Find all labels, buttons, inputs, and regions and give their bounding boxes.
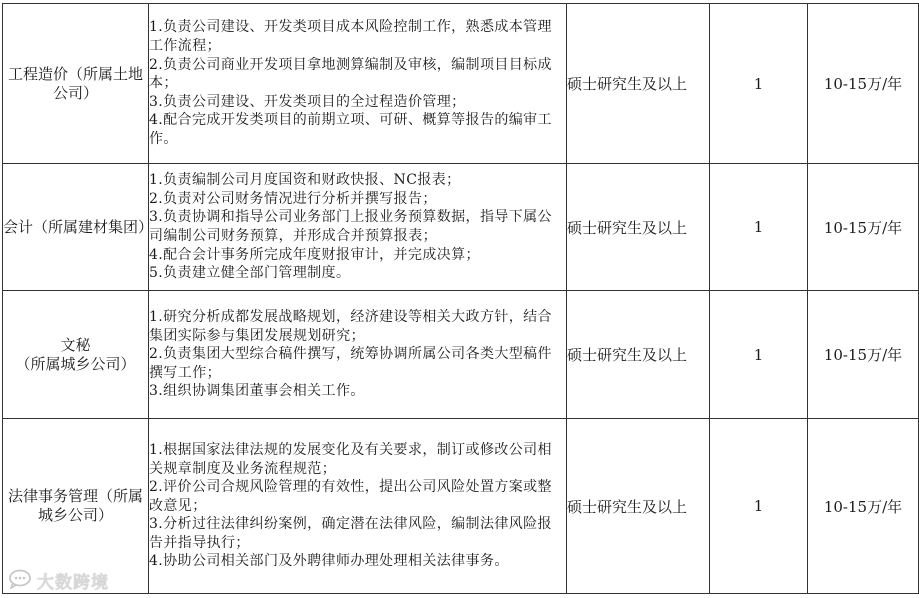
- watermark: [8, 568, 109, 593]
- duty-item: 4.配合会计事务所完成年度财报审计，并完成决算；: [149, 246, 480, 263]
- duty-item: 2.评价公司合规风险管理的有效性，提出公司风险处置方案或整改意见；: [149, 479, 552, 514]
- duty-item: 1.负责公司建设、开发类项目成本风险控制工作，熟悉成本管理工作流程；: [149, 19, 552, 55]
- salary-cell: 10-15万/年: [808, 164, 919, 291]
- chat-bubble-logo-icon: [8, 569, 34, 593]
- count-cell: 1: [710, 4, 808, 164]
- job-table: [2, 3, 919, 594]
- position-subtitle: （所属城乡公司）: [15, 354, 136, 373]
- duty-item: 2.负责对公司财务情况进行分析并撰写报告；: [149, 190, 437, 207]
- position-cell: 工程造价（所属土地公司）: [3, 4, 149, 164]
- duties-cell: [149, 164, 567, 291]
- duty-item: 1.研究分析成都发展战略规划，经济建设等相关大政方针，结合集团实际参与集团发展规划研究；: [149, 309, 552, 344]
- duty-item: 3.分析过往法律纠纷案例，确定潜在法律风险，编制法律风险报告并指导执行；: [149, 516, 552, 551]
- position-cell: [3, 291, 149, 419]
- table-row: [3, 4, 919, 164]
- duties-cell: [149, 291, 567, 419]
- position-cell: 法律事务管理（所属城乡公司）: [3, 419, 149, 594]
- count-cell: 1: [710, 419, 808, 594]
- salary-cell: 10-15万/年: [808, 4, 919, 164]
- duties-cell: [149, 419, 567, 594]
- table-row: [3, 291, 919, 419]
- education-cell: 硕士研究生及以上: [567, 4, 710, 164]
- salary-cell: 10-15万/年: [808, 419, 919, 594]
- duty-item: 2.负责公司商业开发项目拿地测算编制及审核，编制项目目标成本；: [149, 56, 552, 92]
- duty-item: 1.根据国家法律法规的发展变化及有关要求，制订或修改公司相关规章制度及业务流程规范；: [149, 441, 552, 477]
- duty-item: 5.负责建立健全部门管理制度。: [149, 265, 351, 282]
- duty-item: 4.协助公司相关部门及外聘律师办理处理相关法律事务。: [149, 553, 509, 570]
- duty-item: 3.组织协调集团董事会相关工作。: [149, 383, 365, 400]
- duty-item: 1.负责编制公司月度国资和财政快报、NC报表；: [149, 172, 461, 189]
- duty-item: 3.负责协调和指导公司业务部门上报业务预算数据，指导下属公司编制公司财务预算，并形成合并预算报表；: [149, 209, 552, 244]
- watermark-text: 大数跨境: [37, 573, 109, 593]
- education-cell: 硕士研究生及以上: [567, 291, 710, 419]
- position-title: 文秘: [60, 335, 91, 354]
- position-cell: 会计（所属建材集团）: [3, 164, 149, 291]
- duty-item: 2.负责集团大型综合稿件撰写，统筹协调所属公司各类大型稿件撰写工作；: [149, 346, 552, 381]
- count-cell: 1: [710, 164, 808, 291]
- duties-cell: [149, 4, 567, 164]
- table-row: [3, 419, 919, 594]
- duty-item: 3.负责公司建设、开发类项目的全过程造价管理；: [149, 93, 466, 110]
- table-row: [3, 164, 919, 291]
- education-cell: 硕士研究生及以上: [567, 164, 710, 291]
- count-cell: 1: [710, 291, 808, 419]
- salary-cell: 10-15万/年: [808, 291, 919, 419]
- education-cell: 硕士研究生及以上: [567, 419, 710, 594]
- duty-item: 4.配合完成开发类项目的前期立项、可研、概算等报告的编审工作。: [149, 112, 552, 147]
